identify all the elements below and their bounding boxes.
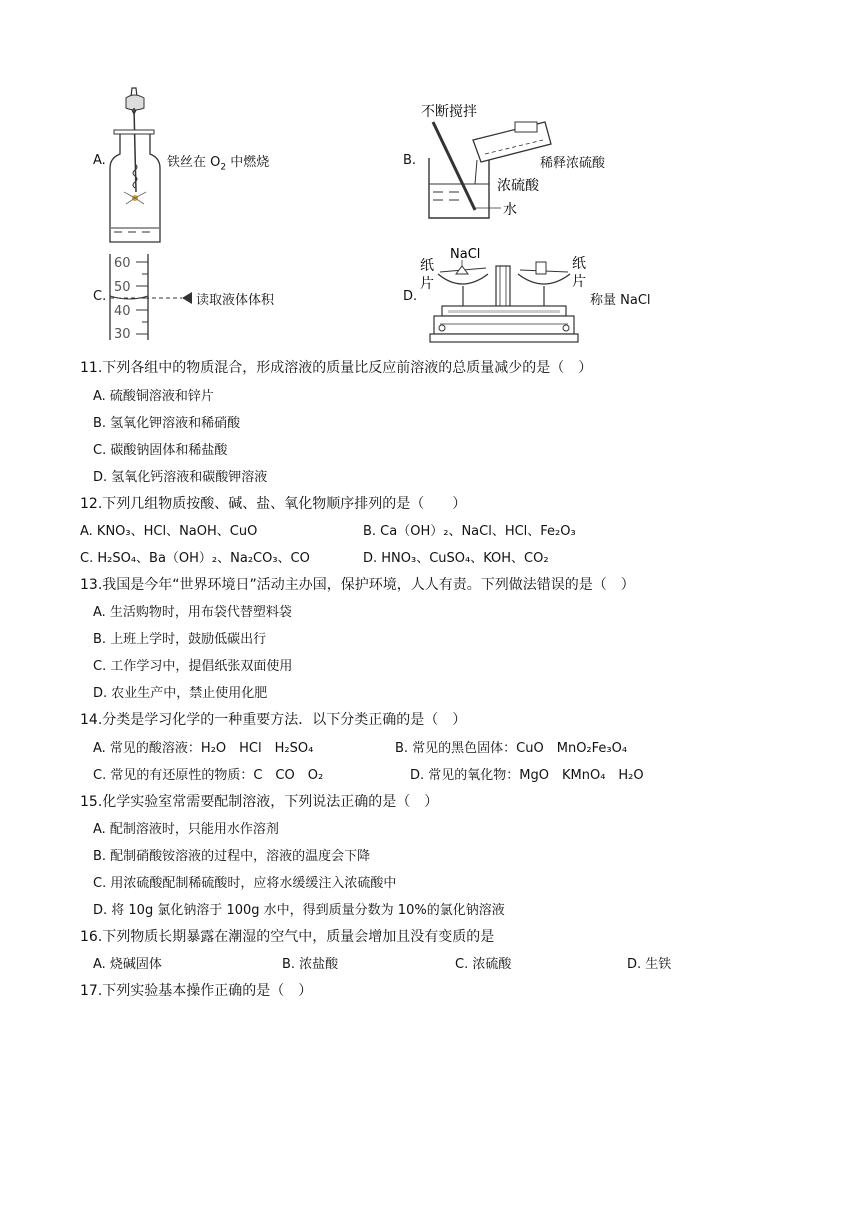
q14-stem: 14.分类是学习化学的一种重要方法．以下分类正确的是（ ） <box>80 712 467 728</box>
q12-option-b: B. Ca（OH）₂、NaCl、HCl、Fe₂O₃ <box>363 524 576 539</box>
tick-30: 30 <box>114 327 131 342</box>
q14-option-c: C. 常见的有还原性的物质：C CO O₂ <box>93 768 324 783</box>
q13-stem: 13.我国是今年“世界环境日”活动主办国，保护环境，人人有责。下列做法错误的是（ ） <box>80 577 635 593</box>
cylinder-figure <box>106 250 196 342</box>
q15-option-a: A. 配制溶液时，只能用水作溶剂 <box>93 822 279 837</box>
q16-option-a: A. 烧碱固体 <box>93 957 162 972</box>
q16-option-d: D. 生铁 <box>627 957 672 972</box>
option-c-letter: C. <box>93 289 107 304</box>
q11-stem: 11.下列各组中的物质混合，形成溶液的质量比反应前溶液的总质量减少的是（ ） <box>80 360 593 376</box>
tick-60: 60 <box>114 256 131 271</box>
option-a-caption: 铁丝在 $O_2$ 中燃烧 <box>167 155 270 173</box>
q11-option-a: A. 硫酸铜溶液和锌片 <box>93 389 214 404</box>
label-paper-left-2: 片 <box>420 276 434 292</box>
q11-option-c: C. 碳酸钠固体和稀盐酸 <box>93 443 228 458</box>
tick-50: 50 <box>114 280 131 295</box>
label-stir: 不断搅拌 <box>421 104 477 120</box>
q13-option-d: D. 农业生产中，禁止使用化肥 <box>93 686 268 701</box>
q12-option-a: A. KNO₃、HCl、NaOH、CuO <box>80 524 258 539</box>
option-a-letter: A. <box>93 153 106 168</box>
label-paper-right-1: 纸 <box>572 256 586 272</box>
option-d-caption: 称量 NaCl <box>590 293 651 308</box>
tick-40: 40 <box>114 304 131 319</box>
q15-option-c: C. 用浓硫酸配制稀硫酸时，应将水缓缓注入浓硫酸中 <box>93 876 397 891</box>
q15-option-d: D. 将 10g 氯化钠溶于 100g 水中，得到质量分数为 10%的氯化钠溶液 <box>93 903 505 918</box>
label-acid: 浓硫酸 <box>497 178 539 194</box>
q14-option-d: D. 常见的氧化物：MgO KMnO₄ H₂O <box>410 768 644 783</box>
label-paper-right-2: 片 <box>572 274 586 290</box>
q11-option-d: D. 氢氧化钙溶液和碳酸钾溶液 <box>93 470 268 485</box>
acid-dilution-figure <box>415 100 555 225</box>
option-b-letter: B. <box>403 153 417 168</box>
q16-stem: 16.下列物质长期暴露在潮湿的空气中，质量会增加且没有变质的是 <box>80 929 495 945</box>
q14-option-a: A. 常见的酸溶液：H₂O HCl H₂SO₄ <box>93 741 314 756</box>
q15-option-b: B. 配制硝酸铵溶液的过程中，溶液的温度会下降 <box>93 849 371 864</box>
q15-stem: 15.化学实验室常需要配制溶液，下列说法正确的是（ ） <box>80 794 439 810</box>
q12-stem: 12.下列几组物质按酸、碱、盐、氧化物顺序排列的是（ ） <box>80 496 467 512</box>
label-water: 水 <box>503 202 517 218</box>
option-b-caption: 稀释浓硫酸 <box>540 156 606 171</box>
q12-option-c: C. H₂SO₄、Ba（OH）₂、Na₂CO₃、CO <box>80 551 310 566</box>
balance-figure <box>416 244 592 348</box>
q13-option-b: B. 上班上学时，鼓励低碳出行 <box>93 632 267 647</box>
q11-option-b: B. 氢氧化钾溶液和稀硝酸 <box>93 416 241 431</box>
q13-option-a: A. 生活购物时，用布袋代替塑料袋 <box>93 605 292 620</box>
q16-option-b: B. 浓盐酸 <box>282 957 339 972</box>
label-paper-left-1: 纸 <box>420 258 434 274</box>
q12-option-d: D. HNO₃、CuSO₄、KOH、CO₂ <box>363 551 549 566</box>
label-nacl: NaCl <box>450 247 481 262</box>
iron-burning-figure <box>104 84 166 244</box>
q14-option-b: B. 常见的黑色固体：CuO MnO₂Fe₃O₄ <box>395 741 628 756</box>
q16-option-c: C. 浓硫酸 <box>455 957 512 972</box>
q17-stem: 17.下列实验基本操作正确的是（ ） <box>80 983 313 999</box>
option-d-letter: D. <box>403 289 418 304</box>
option-c-caption: 读取液体体积 <box>196 293 275 308</box>
q13-option-c: C. 工作学习中，提倡纸张双面使用 <box>93 659 293 674</box>
